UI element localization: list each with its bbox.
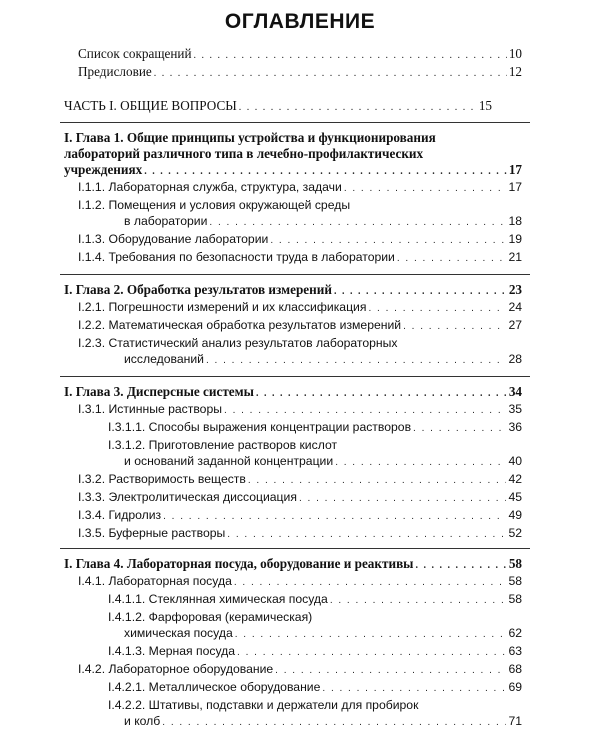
toc-page: 21 [508,250,522,264]
toc-entry-1-4-1-2-line-1: I.4.1.2. Фарфоровая (керамическая) [108,610,313,624]
dot-leader [163,509,506,524]
dot-leader [162,715,506,730]
dot-leader [403,319,506,334]
toc-label: I. Глава 3. Дисперсные системы [64,384,254,399]
toc-label: в лаборатории [124,214,208,228]
toc-label: I.3.2. Растворимость веществ [78,472,246,486]
toc-page: 28 [508,352,522,366]
toc-label: I.3.5. Буферные растворы [78,526,226,540]
dot-leader [299,491,506,506]
toc-entry-1-4-2-2[interactable] [124,714,522,730]
dot-leader [415,558,506,573]
toc-entry-1-1-2[interactable] [124,214,522,230]
toc-page: 34 [508,384,522,399]
toc-label: и колб [124,714,161,728]
dot-leader [270,233,506,248]
toc-page: 18 [508,214,522,228]
toc-label: I.1.3. Оборудование лаборатории [78,232,269,246]
toc-page: 42 [508,472,522,486]
toc-page: 71 [508,714,522,728]
toc-entry-part-1[interactable] [64,98,492,115]
toc-label: I.3.4. Гидролиз [78,508,162,522]
section-divider [60,376,530,377]
toc-entry-1-3-2[interactable] [78,472,522,488]
toc-page: 69 [508,680,522,694]
toc-label: I.2.2. Математическая обработка результатов измерений [78,318,402,332]
toc-page: 19 [508,232,522,246]
toc-page: 45 [508,490,522,504]
toc-label: Предисловие [78,64,152,79]
toc-entry-1-4-2-1[interactable] [108,680,522,696]
toc-label: I.4.1.1. Стеклянная химическая посуда [108,592,328,606]
toc-entry-1-4-1-2[interactable] [124,626,522,642]
dot-leader [334,284,507,299]
toc-page: 35 [508,402,522,416]
toc-page: 52 [508,526,522,540]
dot-leader [330,593,507,608]
toc-label: I.1.4. Требования по безопасности труда в лаборатории [78,250,395,264]
toc-label: I.4.2. Лабораторное оборудование [78,662,274,676]
toc-entry-1-4-2[interactable] [78,662,522,678]
dot-leader [368,301,506,316]
toc-entry-chapter-1[interactable] [64,162,522,179]
dot-leader [275,663,506,678]
toc-label: I.3.1. Истинные растворы [78,402,223,416]
dot-leader [227,527,506,542]
toc-label: химическая посуда [124,626,233,640]
toc-label: I. Глава 2. Обработка результатов измерений [64,282,332,297]
dot-leader [344,181,507,196]
toc-entry-1-3-5[interactable] [78,526,522,542]
dot-leader [234,575,507,590]
toc-page: 17 [508,180,522,194]
toc-page: 68 [508,662,522,676]
toc-entry-1-3-1-2-line-1: I.3.1.2. Приготовление растворов кислот [108,438,338,452]
toc-page: 63 [508,644,522,658]
dot-leader [144,164,507,179]
dot-leader [413,421,506,436]
toc-entry-1-3-1[interactable] [78,402,522,418]
toc-page: 36 [508,420,522,434]
toc-label: I.1.1. Лабораторная служба, структура, задачи [78,180,342,194]
toc-entry-1-4-1-3[interactable] [108,644,522,660]
toc-label: и оснований заданной концентрации [124,454,334,468]
toc-entry-1-1-1[interactable] [78,180,522,196]
toc-entry-chapter-2[interactable] [64,282,522,299]
toc-label: I. Глава 4. Лабораторная посуда, оборудование и реактивы [64,556,414,571]
toc-label: ЧАСТЬ I. ОБЩИЕ ВОПРОСЫ [64,98,237,113]
section-divider [60,122,530,123]
toc-label: I.4.1. Лабораторная посуда [78,574,232,588]
toc-entry-chapter-3[interactable] [64,384,522,401]
dot-leader [194,48,507,63]
dot-leader [206,353,506,368]
toc-entry-1-4-1[interactable] [78,574,522,590]
toc-page: 24 [508,300,522,314]
dot-leader [209,215,506,230]
toc-entry-1-3-1-1[interactable] [108,420,522,436]
toc-page: 40 [508,454,522,468]
dot-leader [235,627,507,642]
toc-entry-1-1-3[interactable] [78,232,522,248]
toc-label: I.4.2.1. Металлическое оборудование [108,680,321,694]
toc-entry-1-1-4[interactable] [78,250,522,266]
toc-label: I.2.1. Погрешности измерений и их классификация [78,300,367,314]
toc-page: 12 [508,64,522,79]
dot-leader [397,251,507,266]
dot-leader [239,100,477,115]
toc-entry-preface[interactable] [78,64,522,81]
toc-entry-1-2-1[interactable] [78,300,522,316]
toc-entry-1-2-3-line-1: I.2.3. Статистический анализ результатов лабораторных [78,336,398,350]
section-divider [60,274,530,275]
page-title: ОГЛАВЛЕНИЕ [224,10,376,33]
toc-entry-1-2-3[interactable] [124,352,522,368]
dot-leader [256,386,507,401]
dot-leader [322,681,506,696]
toc-label: Список сокращений [78,46,192,61]
toc-page: 17 [508,162,522,177]
dot-leader [335,455,506,470]
dot-leader [248,473,507,488]
toc-label: учреждениях [64,162,143,177]
chapter-1-title-line-1: I. Глава 1. Общие принципы устройства и функционирования [64,130,436,145]
toc-entry-chapter-4[interactable] [64,556,522,573]
toc-entry-1-4-2-2-line-1: I.4.2.2. Штативы, подставки и держатели для пробирок [108,698,419,712]
toc-entry-1-1-2-line-1: I.1.2. Помещения и условия окружающей среды [78,198,351,212]
toc-label: исследований [124,352,204,366]
section-divider [60,548,530,549]
toc-entry-abbreviations[interactable] [78,46,522,63]
toc-page: 58 [508,556,522,571]
toc-entry-1-4-1-1[interactable] [108,592,522,608]
toc-label: I.3.3. Электролитическая диссоциация [78,490,297,504]
toc-label: I.4.1.3. Мерная посуда [108,644,236,658]
toc-page: 62 [508,626,522,640]
toc-page: 23 [508,282,522,297]
toc-entry-1-2-2[interactable] [78,318,522,334]
toc-page: 10 [508,46,522,61]
dot-leader [237,645,506,660]
toc-page: 15 [478,98,492,113]
toc-page: 58 [508,592,522,606]
toc-label: I.3.1.1. Способы выражения концентрации растворов [108,420,412,434]
toc-page: 58 [508,574,522,588]
toc-page: 27 [508,318,522,332]
dot-leader [224,403,506,418]
toc-entry-1-3-3[interactable] [78,490,522,506]
toc-entry-1-3-4[interactable] [78,508,522,524]
toc-page: 49 [508,508,522,522]
toc-entry-1-3-1-2[interactable] [124,454,522,470]
dot-leader [154,66,507,81]
chapter-1-title-line-2: лабораторий различного типа в лечебно-профилактических [64,146,424,161]
